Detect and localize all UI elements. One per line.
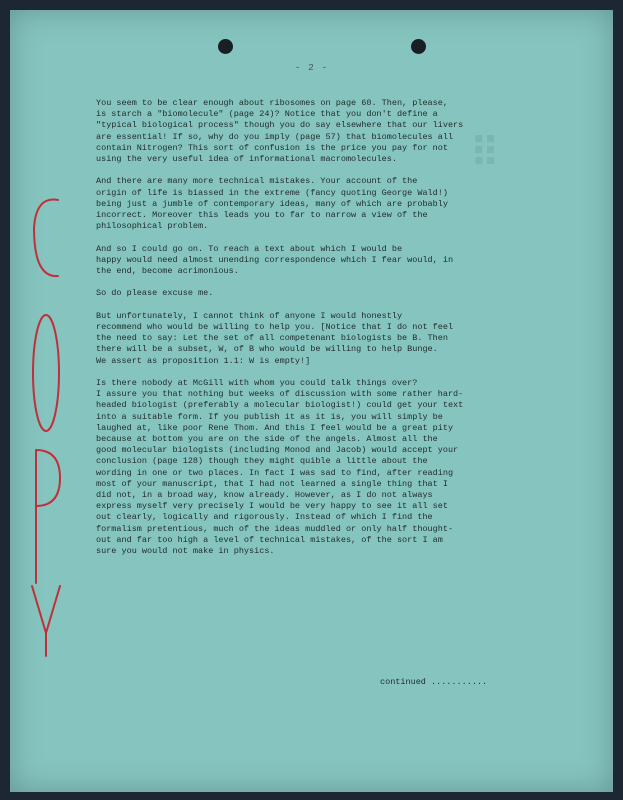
letter-body [96,98,526,568]
stamp-letter-p [36,450,60,583]
copy-stamp [28,188,64,658]
paragraph-ribosomes: You seem to be clear enough about ribosomes on page 60. Then, please, is starch a "biomolecule" (page 24)? Notice that you don't define a "typical biological process" though you do say elsewhere that our livers are essential! If so, why do you imply (page 57) that biomolecules all contain Nitrogen? This sort of confusion is the price you pay for not using the very useful idea of informational macromolecules. [96,98,464,165]
paragraph-technical-mistakes: And there are many more technical mistakes. Your account of the origin of life is biassed in the extreme (fancy quoting George Wald!) being just a jumble of contemporary ideas, many of which are probably incorrect. Moreover this leads you to far to narrow a view of the philosophical problem. [96,176,448,232]
stamp-letter-y [32,586,60,656]
paragraph-recommend: But unfortunately, I cannot think of anyone I would honestly recommend who would be willing to help you. [Notice that I do not feel the need to say: Let the set of all competenant biologists be B. Then there will be a subset, W, of B who would be willing to help Bunge. We assert as proposition 1.1: W is empty!] [96,310,454,366]
paragraph-excuse: So do please excuse me. [96,288,214,299]
continued-note: continued ........... [380,677,488,687]
bleed-through-shadow: ⠿ [470,131,504,176]
punch-hole-left [218,39,233,54]
paragraph-mcgill: Is there nobody at McGill with whom you could talk things over? I assure you that nothing but weeks of discussion with some rather hard- headed biologist (preferably a molecular biologist!) could get your text into a suitable form. If you publish it as it is, you will simply be laughed at, like poor Rene Thom. And this I feel would be a great pity because at bottom you are on the side of the angels. Almost all the good molecular biologists (including Monod and Jacob) would accept your conclusion (page 128) though they might quible a little about the wording in one or two places. In fact I was sad to find, after reading most of your manuscript, that I had not learned a single thing that I did not, in a broad way, know already. However, as I do not always express myself very precisely I would be very happy to see it all set out clearly, logically and rigorously. Instead of which I find the formalism pretentious, much of the ideas muddled or only half thought- out and far too high a level of technical mistakes, of the sort I am sure you would not make in physics. [96,378,464,557]
stamp-letter-c [34,200,58,277]
letter-page [10,10,613,792]
stamp-letter-o [33,315,59,431]
page-number: - 2 - [294,62,329,73]
paragraph-go-on: And so I could go on. To reach a text about which I would be happy would need almost unending correspondence which I fear would, in the end, become acrimonious. [96,243,454,277]
punch-hole-right [411,39,426,54]
